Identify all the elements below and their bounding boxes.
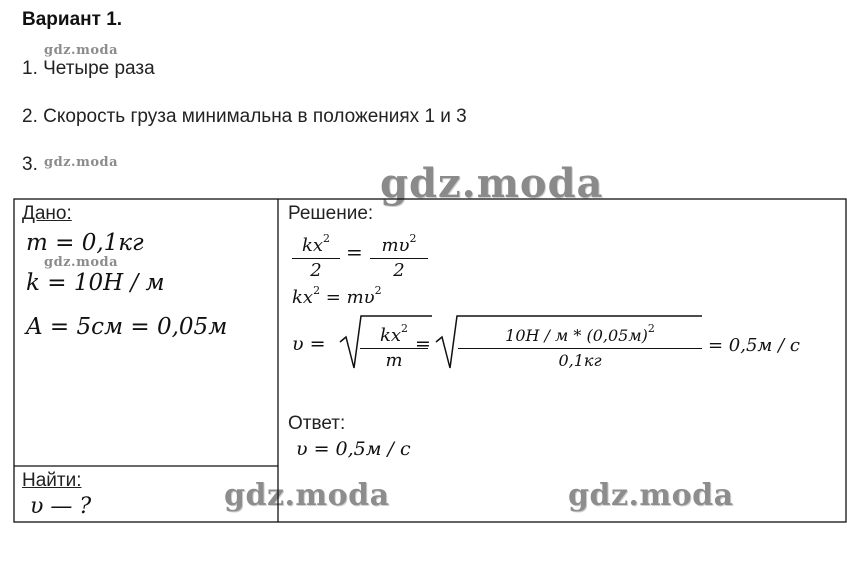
eq3-equals: = bbox=[415, 333, 431, 355]
eq3-result: = 0,5м / с bbox=[708, 335, 800, 356]
find-label: Найти: bbox=[22, 470, 82, 491]
watermark: gdz.moda bbox=[44, 155, 119, 170]
eq3-num2-exponent: 2 bbox=[647, 322, 655, 335]
eq2-lhs: kx bbox=[292, 287, 314, 308]
answer-2: 2. Скорость груза минимальна в положениях 1 и 3 bbox=[22, 106, 467, 127]
answer-value: υ = 0,5м / с bbox=[296, 438, 411, 460]
eq1-right-fraction bbox=[370, 228, 428, 282]
answer-label: Ответ: bbox=[288, 413, 346, 434]
watermark: gdz.moda bbox=[568, 478, 734, 513]
eq3-fraction-2 bbox=[458, 318, 702, 372]
eq3-num1: kx bbox=[379, 325, 402, 346]
eq1-right-num: mυ bbox=[381, 235, 410, 256]
eq1-left-den: 2 bbox=[310, 260, 322, 281]
eq3-den1: m bbox=[385, 350, 403, 371]
eq1-right-den: 2 bbox=[393, 260, 405, 281]
watermark: gdz.moda bbox=[380, 160, 604, 207]
eq1-left-num-exponent: 2 bbox=[323, 232, 331, 245]
eq1-equals: = bbox=[346, 240, 363, 264]
eq1-left-fraction bbox=[292, 228, 340, 282]
answer-1: 1. Четыре раза bbox=[22, 58, 155, 79]
variant-title: Вариант 1. bbox=[22, 9, 123, 30]
find-value: υ — ? bbox=[30, 494, 92, 519]
given-amplitude: A = 5см = 0,05м bbox=[26, 314, 228, 340]
eq1-right-num-exponent: 2 bbox=[409, 232, 417, 245]
given-stiffness: k = 10H / м bbox=[26, 270, 165, 296]
eq3-lhs: υ = bbox=[292, 333, 326, 355]
given-mass: m = 0,1кг bbox=[26, 230, 144, 256]
watermark: gdz.moda bbox=[44, 255, 119, 270]
eq2-rhs: = mυ bbox=[320, 287, 375, 308]
eq2 bbox=[292, 284, 382, 308]
given-label: Дано: bbox=[22, 203, 72, 224]
watermark: gdz.moda bbox=[44, 43, 119, 58]
eq3-num2: 10H / м * (0,05м) bbox=[505, 326, 648, 345]
solution-label: Решение: bbox=[288, 203, 374, 224]
eq2-lhs-exponent: 2 bbox=[313, 284, 321, 297]
eq3-den2: 0,1кг bbox=[558, 351, 602, 370]
watermark: gdz.moda bbox=[224, 478, 390, 513]
eq2-rhs-exponent: 2 bbox=[374, 284, 382, 297]
eq3-num1-exponent: 2 bbox=[401, 322, 409, 335]
eq1-left-num: kx bbox=[301, 235, 324, 256]
answer-3: 3. bbox=[22, 154, 38, 175]
